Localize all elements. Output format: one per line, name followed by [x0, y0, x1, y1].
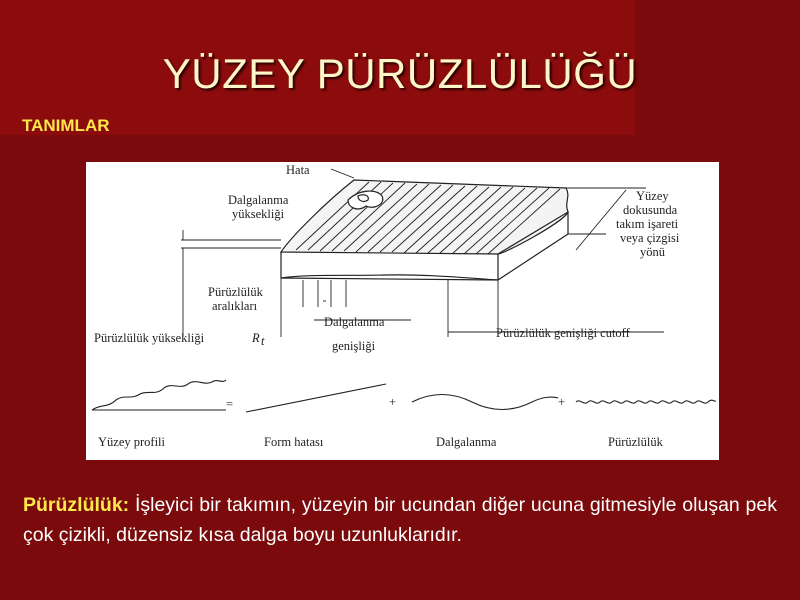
label-yuzey-dokusu-2: dokusunda — [623, 203, 678, 217]
label-form-hatasi: Form hatası — [264, 435, 324, 449]
label-dalgalanma-genisligi-1: Dalgalanma — [324, 315, 385, 329]
label-ra-subscript: t — [261, 334, 265, 348]
label-plus-1: + — [389, 395, 397, 409]
label-yuzey-profili: Yüzey profili — [98, 435, 165, 449]
block-surface — [281, 180, 568, 280]
label-dalgalanma-yuksekligi-1: Dalgalanma — [228, 193, 289, 207]
label-puruzluluk-yuksekligi: Pürüzlülük yüksekliği — [94, 331, 205, 345]
definition-term: Pürüzlülük: — [23, 494, 130, 516]
label-equals: = — [226, 397, 234, 411]
label-plus-2: + — [558, 395, 566, 409]
definition-paragraph — [23, 490, 777, 550]
section-subtitle: TANIMLAR — [22, 116, 110, 135]
profile-row — [92, 380, 716, 412]
label-dalgalanma-genisligi-2: genişliği — [332, 339, 376, 353]
label-yuzey-dokusu-1: Yüzey — [636, 189, 669, 203]
label-cutoff: Pürüzlülük genişliği cutoff — [496, 326, 630, 340]
label-puruzluluk-araliklari-2: aralıkları — [212, 299, 258, 313]
label-ra-symbol: R — [252, 331, 260, 345]
label-dalgalanma: Dalgalanma — [436, 435, 497, 449]
definition-text: İşleyici bir takımın, yüzeyin bir ucundan diğer ucuna gitmesiyle oluşan pek çok çizikli, düzensiz kısa dalga boyu uzunluklarıdır. — [23, 494, 777, 546]
label-yuzey-dokusu-4: veya çizgisi — [620, 231, 680, 245]
label-dalgalanma-yuksekligi-2: yüksekliği — [232, 207, 285, 221]
slide-title: YÜZEY PÜRÜZLÜLÜĞÜ — [162, 50, 638, 97]
label-puruzluluk-araliklari-1: Pürüzlülük — [208, 285, 263, 299]
label-yuzey-dokusu-5: yönü — [640, 245, 665, 259]
label-hata: Hata — [286, 163, 310, 177]
label-puruzluluk: Pürüzlülük — [608, 435, 663, 449]
label-yuzey-dokusu-3: takım işareti — [616, 217, 679, 231]
surface-roughness-diagram — [86, 162, 719, 460]
